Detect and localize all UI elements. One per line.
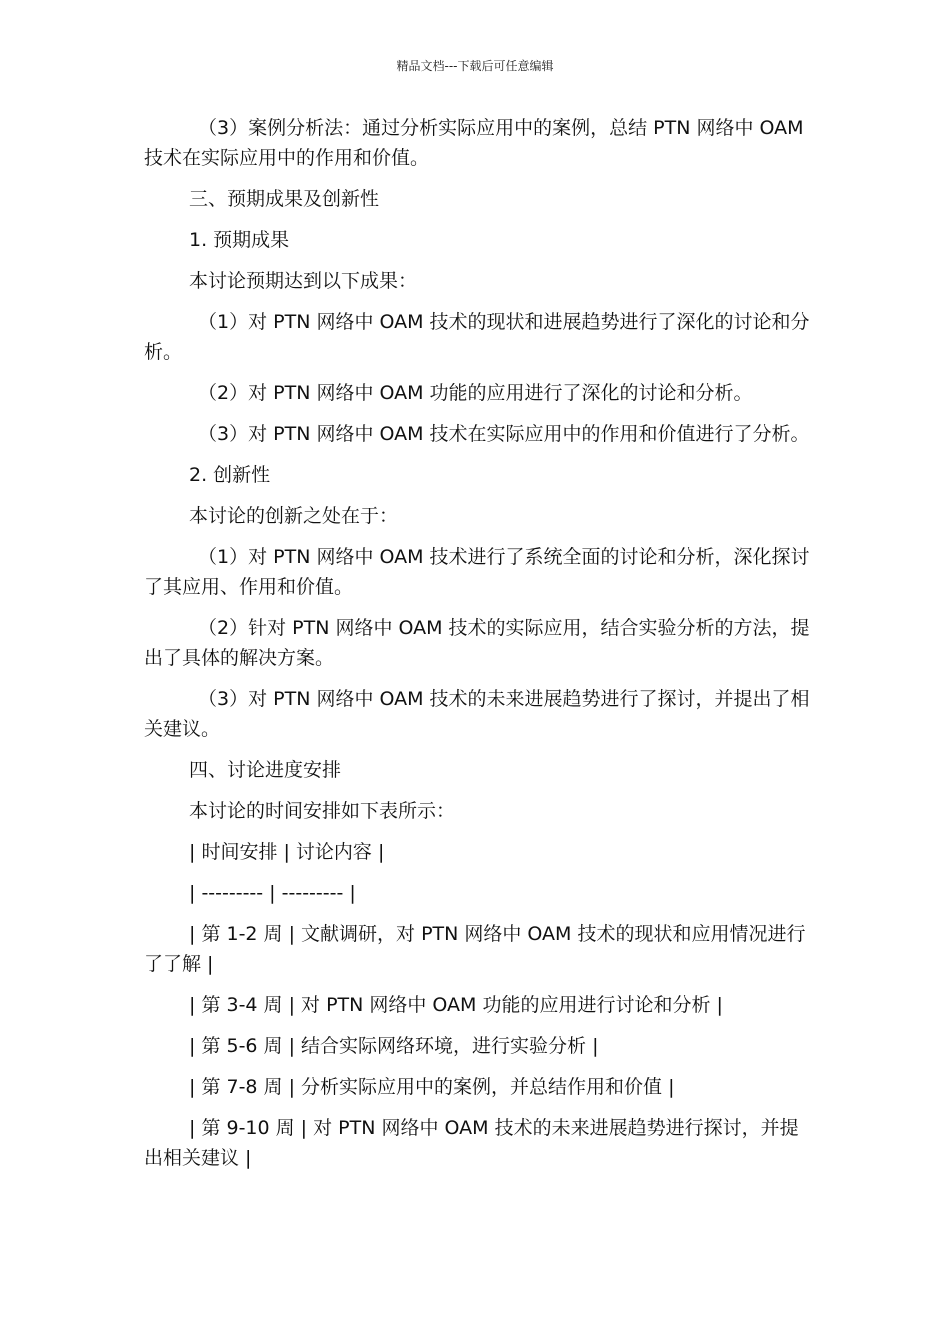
section-heading: 四、讨论进度安排 xyxy=(189,759,342,781)
paragraph: （3）案例分析法：通过分析实际应用中的案例，总结 PTN 网络中 OAM 技术在实际应用中的作用和价值。 xyxy=(144,117,804,169)
paragraph: 本讨论的时间安排如下表所示： xyxy=(189,800,456,822)
list-item: （2）针对 PTN 网络中 OAM 技术的实际应用，结合实验分析的方法，提出了具体的解决方案。 xyxy=(144,617,810,669)
table-row: | 第 3-4 周 | 对 PTN 网络中 OAM 功能的应用进行讨论和分析 | xyxy=(189,994,723,1016)
list-item: （3）对 PTN 网络中 OAM 技术在实际应用中的作用和价值进行了分析。 xyxy=(198,423,810,445)
list-item: （1）对 PTN 网络中 OAM 技术的现状和进展趋势进行了深化的讨论和分析。 xyxy=(144,311,810,363)
list-item: （3）对 PTN 网络中 OAM 技术的未来进展趋势进行了探讨，并提出了相关建议。 xyxy=(144,688,810,740)
paragraph: 本讨论预期达到以下成果： xyxy=(189,270,418,292)
table-row: | 时间安排 | 讨论内容 | xyxy=(189,841,385,863)
document-body xyxy=(144,113,816,1184)
table-row: | 第 1-2 周 | 文献调研，对 PTN 网络中 OAM 技术的现状和应用情况进行了了解 | xyxy=(144,923,806,975)
table-row: | 第 9-10 周 | 对 PTN 网络中 OAM 技术的未来进展趋势进行探讨，并提出相关建议 | xyxy=(144,1117,799,1169)
subsection-heading: 2. 创新性 xyxy=(189,464,271,486)
list-item: （2）对 PTN 网络中 OAM 功能的应用进行了深化的讨论和分析。 xyxy=(198,382,753,404)
table-row: | 第 5-6 周 | 结合实际网络环境，进行实验分析 | xyxy=(189,1035,599,1057)
paragraph: 本讨论的创新之处在于： xyxy=(189,505,399,527)
subsection-heading: 1. 预期成果 xyxy=(189,229,290,251)
list-item: （1）对 PTN 网络中 OAM 技术进行了系统全面的讨论和分析，深化探讨了其应用、作用和价值。 xyxy=(144,546,810,598)
table-row: | 第 7-8 周 | 分析实际应用中的案例，并总结作用和价值 | xyxy=(189,1076,675,1098)
table-row: | --------- | --------- | xyxy=(189,882,356,904)
page-header: 精品文档---下载后可任意编辑 xyxy=(396,59,554,73)
section-heading: 三、预期成果及创新性 xyxy=(189,188,380,210)
